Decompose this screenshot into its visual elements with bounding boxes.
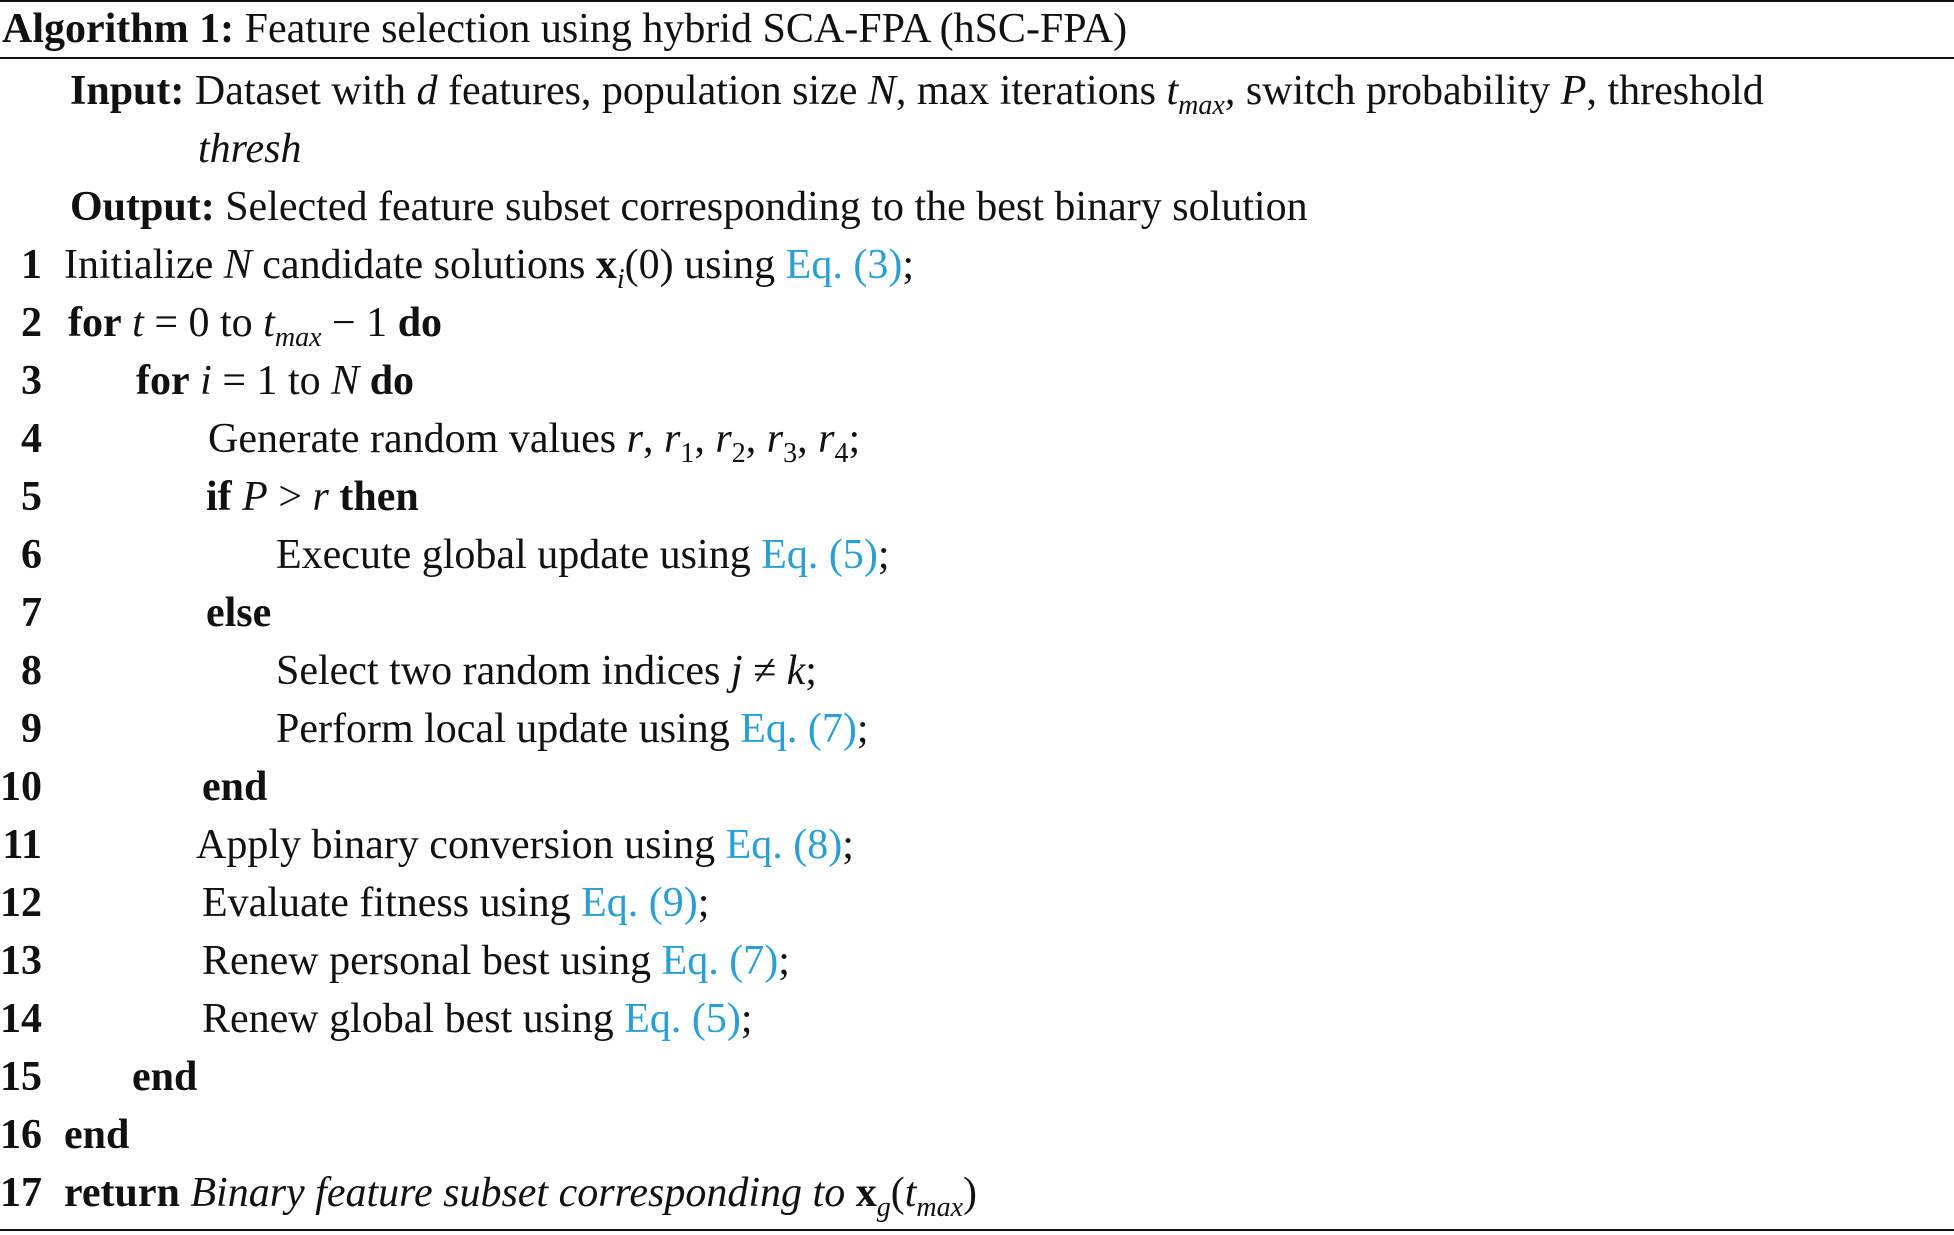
code-text: , [643, 416, 665, 462]
algorithm-line-14 [0, 994, 1954, 1052]
algorithm-line-2 [0, 298, 1954, 356]
output-text: Selected feature subset corresponding to the best binary solution [225, 184, 1308, 230]
line-code [276, 646, 817, 696]
code-text: Evaluate fitness using [202, 880, 582, 926]
code-text: ; [778, 938, 790, 984]
keyword-end: end [202, 764, 268, 810]
var-r: r [312, 474, 329, 520]
code-text: ) [963, 1170, 978, 1216]
algorithm-line-1 [0, 240, 1954, 298]
code-text: , [745, 416, 767, 462]
code-text: , [797, 416, 819, 462]
input-line [70, 66, 1764, 121]
var-t-sub: max [916, 1192, 964, 1223]
code-text: ; [805, 648, 817, 694]
line-code [196, 820, 854, 870]
var-t: t [263, 300, 275, 346]
code-text: ≠ [742, 648, 787, 694]
algorithm-line-10 [0, 762, 1954, 820]
line-number: 1 [21, 242, 42, 288]
equation-link[interactable]: Eq. (9) [581, 880, 698, 926]
top-rule [0, 0, 1954, 2]
line-number: 17 [0, 1170, 42, 1216]
code-text: ; [902, 242, 914, 288]
var-r4: r [818, 416, 835, 462]
var-t: t [904, 1170, 917, 1216]
var-n: N [331, 358, 360, 404]
line-number: 14 [0, 996, 42, 1042]
var-k: k [786, 648, 806, 694]
code-text: Renew global best using [202, 996, 625, 1042]
keyword-end: end [132, 1054, 198, 1100]
code-text: ; [848, 416, 861, 462]
line-number: 16 [0, 1112, 42, 1158]
keyword-do: do [369, 358, 415, 404]
var-r1-sub: 1 [680, 438, 695, 469]
line-number: 10 [0, 764, 42, 810]
code-text: Apply binary conversion using [196, 822, 726, 868]
bottom-rule [0, 1229, 1954, 1231]
keyword-do: do [397, 300, 443, 346]
algorithm-line-5 [0, 472, 1954, 530]
line-code [136, 356, 414, 406]
code-text: Select two random indices [276, 648, 731, 694]
algorithm-line-13 [0, 936, 1954, 994]
var-r2-sub: 2 [731, 438, 746, 469]
var-n: N [223, 242, 252, 288]
var-t-sub: max [274, 322, 322, 353]
input-text: , switch probability [1224, 68, 1561, 114]
keyword-if: if [206, 474, 232, 520]
code-text: ; [697, 880, 710, 926]
var-x: x [855, 1170, 877, 1216]
input-text: , max iterations [895, 68, 1167, 114]
algorithm-line-15 [0, 1052, 1954, 1110]
var-i: i [200, 358, 212, 404]
line-code [206, 472, 419, 522]
code-text: Renew personal best using [202, 938, 662, 984]
line-code [208, 414, 861, 469]
keyword-return: return [64, 1170, 180, 1216]
algorithm-line-8 [0, 646, 1954, 704]
algorithm-caption [2, 4, 1127, 54]
var-p: P [242, 474, 268, 520]
code-text: ; [842, 822, 854, 868]
equation-link[interactable]: Eq. (5) [624, 996, 741, 1042]
equation-link[interactable]: Eq. (3) [785, 242, 903, 288]
var-g-sub: g [876, 1192, 891, 1223]
input-var-t: t [1166, 68, 1179, 114]
line-number: 2 [21, 300, 42, 346]
code-text: Execute global update using [276, 532, 762, 578]
code-text: ; [877, 532, 890, 578]
output-line [70, 182, 1308, 232]
var-r2: r [715, 416, 732, 462]
line-number: 9 [21, 706, 42, 752]
equation-link[interactable]: Eq. (8) [725, 822, 843, 868]
var-r1: r [664, 416, 681, 462]
var-i-sub: i [616, 264, 625, 295]
code-text: Generate random values [208, 416, 627, 462]
code-text: ; [740, 996, 753, 1042]
algorithm-line-9 [0, 704, 1954, 762]
var-j: j [730, 648, 743, 694]
algorithm-line-6 [0, 530, 1954, 588]
keyword-end: end [64, 1112, 130, 1158]
algorithm-line-3 [0, 356, 1954, 414]
line-number: 8 [21, 648, 42, 694]
input-label: Input: [70, 68, 185, 114]
line-number: 5 [21, 474, 42, 520]
algorithm-line-16 [0, 1110, 1954, 1168]
code-text: Binary feature subset corresponding to [190, 1170, 856, 1216]
var-r4-sub: 4 [834, 438, 849, 469]
algorithm-line-4 [0, 414, 1954, 472]
equation-link[interactable]: Eq. (7) [740, 706, 857, 752]
input-text: features, population size [437, 68, 868, 114]
line-code [64, 1168, 978, 1223]
line-number: 12 [0, 880, 42, 926]
algorithm-line-12 [0, 878, 1954, 936]
code-text: Initialize [64, 242, 224, 288]
code-text: , [694, 416, 716, 462]
caption-title: Feature selection using hybrid SCA-FPA (hSC-FPA) [244, 6, 1128, 52]
line-number: 6 [21, 532, 42, 578]
input-var-p: P [1560, 68, 1587, 114]
line-code [64, 240, 914, 295]
var-r3: r [766, 416, 784, 462]
input-var-t-sub: max [1178, 90, 1225, 121]
caption-label: Algorithm 1: [2, 6, 235, 52]
var-r3-sub: 3 [783, 438, 798, 469]
line-number: 3 [21, 358, 42, 404]
input-var-n: N [867, 68, 896, 114]
code-text: = 0 to [143, 300, 264, 346]
line-code [202, 994, 753, 1044]
input-thresh: thresh [198, 126, 302, 172]
input-var-d: d [416, 68, 438, 114]
code-text: ; [856, 706, 869, 752]
algorithm-line-11 [0, 820, 1954, 878]
input-text: Dataset with [194, 68, 417, 114]
algorithm-line-17 [0, 1168, 1954, 1226]
keyword-for: for [136, 358, 190, 404]
code-text: candidate solutions [251, 242, 596, 288]
equation-link[interactable]: Eq. (5) [761, 532, 878, 578]
code-text: > [267, 474, 313, 520]
var-r: r [626, 416, 644, 462]
algorithm-line-7 [0, 588, 1954, 646]
output-label: Output: [70, 184, 215, 230]
keyword-else: else [206, 590, 272, 636]
line-code [202, 936, 790, 986]
line-code [276, 704, 869, 754]
caption-rule [0, 57, 1954, 59]
code-text: ( [890, 1170, 905, 1216]
line-code [202, 878, 709, 928]
code-text: (0) using [624, 242, 786, 288]
line-number: 4 [21, 416, 42, 462]
keyword-then: then [339, 474, 419, 520]
equation-link[interactable]: Eq. (7) [661, 938, 779, 984]
line-code [276, 530, 890, 580]
code-text: Perform local update using [276, 706, 741, 752]
line-number: 15 [0, 1054, 42, 1100]
keyword-for: for [68, 300, 122, 346]
code-text: = 1 to [211, 358, 332, 404]
line-number: 7 [21, 590, 42, 636]
code-text: − 1 [321, 300, 398, 346]
line-number: 11 [2, 822, 42, 868]
input-text: , threshold [1586, 68, 1764, 114]
line-code [68, 298, 443, 353]
var-x: x [595, 242, 617, 288]
var-t: t [132, 300, 144, 346]
line-number: 13 [0, 938, 42, 984]
